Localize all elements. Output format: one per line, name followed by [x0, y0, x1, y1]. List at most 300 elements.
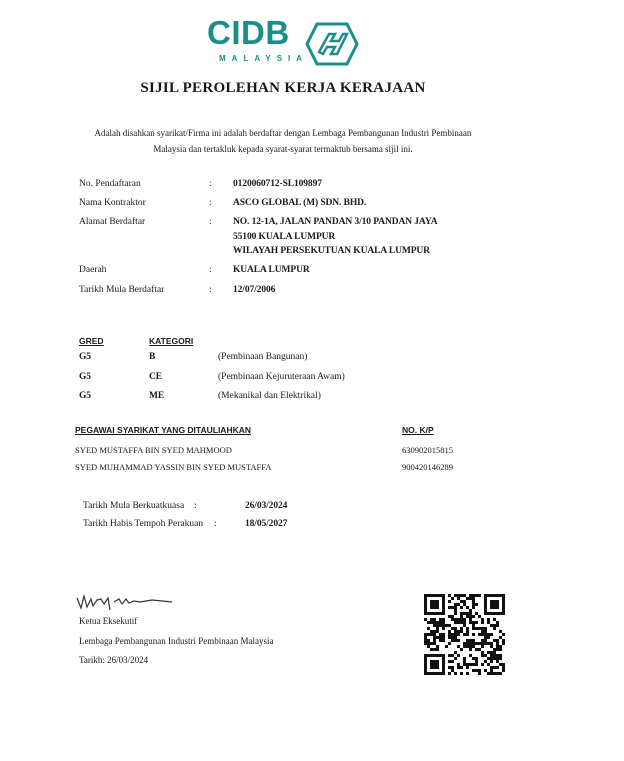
qr-module	[436, 624, 439, 627]
qr-module	[460, 672, 463, 675]
qr-module	[484, 606, 487, 609]
qr-module	[436, 627, 439, 630]
qr-module	[460, 618, 463, 621]
effective-date: 26/03/2024	[245, 501, 288, 511]
qr-module	[433, 618, 436, 621]
qr-module	[502, 597, 505, 600]
qr-module	[478, 615, 481, 618]
qr-module	[460, 612, 463, 615]
qr-module	[502, 594, 505, 597]
intro-line-1: Adalah disahkan syarikat/Firma ini adalah berdaftar dengan Lembaga Pembangunan Industri Pembinaan	[94, 128, 472, 138]
qr-module	[430, 633, 433, 636]
qr-module	[463, 660, 466, 663]
qr-module	[478, 669, 481, 672]
detail-label: Alamat Berdaftar	[79, 217, 146, 227]
qr-module	[472, 597, 475, 600]
validity-colon: :	[194, 501, 197, 511]
qr-module	[448, 624, 451, 627]
qr-module	[472, 669, 475, 672]
qr-module	[481, 642, 484, 645]
qr-module	[493, 648, 496, 651]
qr-module	[499, 663, 502, 666]
qr-module	[424, 612, 427, 615]
qr-module	[454, 633, 457, 636]
qr-module	[499, 648, 502, 651]
qr-module	[457, 621, 460, 624]
qr-module	[430, 666, 433, 669]
qr-module	[499, 672, 502, 675]
qr-module	[424, 663, 427, 666]
detail-colon: :	[209, 285, 212, 295]
qr-module	[430, 603, 433, 606]
qr-module	[442, 669, 445, 672]
qr-module	[499, 636, 502, 639]
qr-module	[469, 597, 472, 600]
qr-module	[493, 624, 496, 627]
detail-colon: :	[209, 198, 212, 208]
qr-module	[436, 648, 439, 651]
qr-module	[481, 654, 484, 657]
qr-module	[433, 654, 436, 657]
qr-module	[475, 621, 478, 624]
qr-module	[430, 648, 433, 651]
qr-module	[424, 666, 427, 669]
qr-module	[460, 606, 463, 609]
qr-module	[433, 630, 436, 633]
qr-module	[466, 615, 469, 618]
qr-module	[436, 666, 439, 669]
qr-module	[436, 630, 439, 633]
qr-module	[490, 642, 493, 645]
qr-module	[442, 654, 445, 657]
qr-module	[436, 636, 439, 639]
signature-image	[74, 590, 184, 612]
qr-module	[442, 609, 445, 612]
qr-module	[430, 618, 433, 621]
qr-module	[451, 633, 454, 636]
qr-module	[457, 645, 460, 648]
qr-module	[466, 597, 469, 600]
qr-module	[451, 597, 454, 600]
qr-module	[481, 663, 484, 666]
qr-module	[472, 633, 475, 636]
qr-module	[424, 606, 427, 609]
qr-module	[493, 666, 496, 669]
qr-module	[478, 642, 481, 645]
qr-module	[502, 639, 505, 642]
qr-module	[451, 669, 454, 672]
qr-module	[496, 642, 499, 645]
qr-module	[466, 645, 469, 648]
qr-module	[493, 639, 496, 642]
qr-module	[436, 654, 439, 657]
detail-label: Daerah	[79, 265, 107, 275]
qr-module	[496, 603, 499, 606]
expiry-date: 18/05/2027	[245, 519, 288, 529]
qr-module	[502, 669, 505, 672]
qr-module	[454, 612, 457, 615]
qr-module	[496, 639, 499, 642]
detail-label: Tarikh Mula Berdaftar	[79, 285, 165, 295]
qr-module	[496, 606, 499, 609]
qr-module	[433, 663, 436, 666]
qr-module	[439, 672, 442, 675]
qr-module	[481, 645, 484, 648]
qr-module	[493, 657, 496, 660]
qr-module	[454, 594, 457, 597]
qr-module	[490, 612, 493, 615]
qr-module	[457, 666, 460, 669]
qr-module	[502, 600, 505, 603]
category: ME	[149, 391, 165, 401]
qr-module	[466, 642, 469, 645]
qr-module	[427, 645, 430, 648]
officer-name: SYED MUHAMMAD YASSIN BIN SYED MUSTAFFA	[75, 462, 272, 472]
qr-module	[478, 648, 481, 651]
qr-module	[430, 663, 433, 666]
qr-module	[493, 600, 496, 603]
qr-module	[478, 627, 481, 630]
qr-module	[484, 654, 487, 657]
qr-module	[433, 636, 436, 639]
qr-module	[472, 603, 475, 606]
qr-module	[484, 600, 487, 603]
qr-module	[484, 639, 487, 642]
qr-module	[451, 627, 454, 630]
qr-module	[442, 657, 445, 660]
qr-module	[472, 657, 475, 660]
qr-module	[469, 654, 472, 657]
qr-module	[487, 642, 490, 645]
qr-module	[481, 621, 484, 624]
qr-module	[484, 594, 487, 597]
detail-colon: :	[209, 265, 212, 275]
qr-module	[475, 627, 478, 630]
qr-module	[496, 645, 499, 648]
qr-module	[439, 594, 442, 597]
qr-module	[487, 636, 490, 639]
qr-module	[439, 621, 442, 624]
qr-module	[472, 627, 475, 630]
qr-module	[475, 648, 478, 651]
qr-module	[472, 645, 475, 648]
qr-code[interactable]	[424, 594, 505, 675]
qr-module	[490, 603, 493, 606]
qr-module	[442, 636, 445, 639]
qr-module	[451, 615, 454, 618]
qr-module	[469, 609, 472, 612]
qr-module	[448, 633, 451, 636]
qr-module	[424, 654, 427, 657]
qr-module	[475, 594, 478, 597]
qr-module	[424, 642, 427, 645]
qr-module	[493, 672, 496, 675]
certificate-title: SIJIL PEROLEHAN KERJA KERAJAAN	[140, 80, 426, 96]
qr-module	[487, 633, 490, 636]
qr-module	[475, 669, 478, 672]
qr-module	[451, 606, 454, 609]
qr-module	[424, 609, 427, 612]
qr-module	[490, 594, 493, 597]
qr-module	[466, 639, 469, 642]
qr-module	[475, 663, 478, 666]
qr-module	[472, 624, 475, 627]
qr-module	[484, 609, 487, 612]
qr-module	[496, 672, 499, 675]
qr-module	[460, 594, 463, 597]
qr-module	[436, 603, 439, 606]
qr-module	[454, 630, 457, 633]
qr-module	[442, 612, 445, 615]
qr-module	[490, 654, 493, 657]
qr-module	[502, 633, 505, 636]
qr-module	[427, 639, 430, 642]
qr-module	[448, 642, 451, 645]
category-desc: (Pembinaan Bangunan)	[218, 352, 308, 362]
qr-module	[454, 609, 457, 612]
qr-module	[442, 621, 445, 624]
qr-module	[490, 660, 493, 663]
qr-module	[439, 624, 442, 627]
qr-module	[448, 636, 451, 639]
qr-module	[496, 666, 499, 669]
qr-module	[463, 642, 466, 645]
qr-module	[448, 594, 451, 597]
qr-module	[460, 600, 463, 603]
qr-module	[430, 612, 433, 615]
qr-module	[424, 636, 427, 639]
qr-module	[436, 672, 439, 675]
qr-module	[472, 600, 475, 603]
detail-colon: :	[209, 179, 212, 189]
category-header: KATEGORI	[149, 336, 194, 346]
qr-module	[433, 660, 436, 663]
contractor-name: ASCO GLOBAL (M) SDN. BHD.	[233, 198, 367, 208]
grade: G5	[79, 391, 91, 401]
qr-module	[454, 627, 457, 630]
qr-module	[433, 621, 436, 624]
qr-module	[451, 660, 454, 663]
qr-module	[442, 633, 445, 636]
qr-module	[457, 603, 460, 606]
category: CE	[149, 372, 162, 382]
qr-module	[487, 612, 490, 615]
qr-module	[442, 594, 445, 597]
qr-module	[451, 666, 454, 669]
qr-module	[502, 612, 505, 615]
qr-module	[448, 672, 451, 675]
validity-colon: :	[214, 519, 217, 529]
qr-module	[436, 645, 439, 648]
qr-module	[502, 609, 505, 612]
qr-module	[436, 612, 439, 615]
qr-module	[454, 618, 457, 621]
qr-module	[433, 639, 436, 642]
qr-module	[430, 606, 433, 609]
qr-module	[484, 636, 487, 639]
qr-module	[436, 621, 439, 624]
qr-module	[472, 639, 475, 642]
qr-module	[496, 654, 499, 657]
officer-ic: 900420146289	[402, 462, 453, 472]
qr-module	[475, 612, 478, 615]
cidb-logo	[207, 14, 362, 70]
qr-module	[490, 657, 493, 660]
qr-module	[484, 630, 487, 633]
qr-module	[487, 663, 490, 666]
qr-module	[439, 636, 442, 639]
qr-module	[490, 633, 493, 636]
qr-module	[472, 615, 475, 618]
qr-module	[499, 612, 502, 615]
category: B	[149, 352, 156, 362]
signature-date: Tarikh: 26/03/2024	[79, 655, 149, 665]
district: KUALA LUMPUR	[233, 265, 310, 275]
qr-module	[433, 603, 436, 606]
qr-module	[451, 636, 454, 639]
qr-module	[442, 600, 445, 603]
qr-module	[484, 612, 487, 615]
qr-module	[430, 600, 433, 603]
qr-module	[454, 672, 457, 675]
qr-module	[493, 603, 496, 606]
qr-module	[502, 666, 505, 669]
qr-module	[433, 672, 436, 675]
qr-module	[436, 606, 439, 609]
qr-module	[496, 660, 499, 663]
qr-module	[457, 654, 460, 657]
qr-module	[484, 660, 487, 663]
qr-module	[436, 594, 439, 597]
officers-header: PEGAWAI SYARIKAT YANG DITAULIAHKAN	[75, 425, 252, 435]
qr-module	[430, 630, 433, 633]
qr-module	[451, 654, 454, 657]
qr-module	[502, 642, 505, 645]
qr-module	[481, 618, 484, 621]
qr-module	[427, 654, 430, 657]
qr-module	[481, 651, 484, 654]
qr-module	[487, 672, 490, 675]
category-desc: (Mekanikal dan Elektrikal)	[218, 391, 321, 401]
qr-module	[469, 621, 472, 624]
qr-module	[436, 600, 439, 603]
qr-module	[484, 597, 487, 600]
qr-module	[460, 627, 463, 630]
qr-module	[448, 600, 451, 603]
signatory-position: Ketua Eksekutif	[79, 616, 138, 626]
qr-module	[487, 657, 490, 660]
qr-module	[499, 654, 502, 657]
qr-module	[496, 612, 499, 615]
logo-name: CIDB	[207, 14, 290, 51]
qr-module	[496, 621, 499, 624]
qr-module	[490, 606, 493, 609]
address-line-2: 55100 KUALA LUMPUR	[233, 232, 336, 242]
qr-module	[490, 645, 493, 648]
qr-module	[493, 651, 496, 654]
qr-module	[484, 633, 487, 636]
qr-module	[496, 600, 499, 603]
qr-module	[478, 672, 481, 675]
qr-module	[496, 624, 499, 627]
qr-module	[481, 639, 484, 642]
qr-module	[424, 633, 427, 636]
qr-module	[433, 612, 436, 615]
qr-module	[463, 618, 466, 621]
validity-label: Tarikh Habis Tempoh Perakuan	[83, 519, 204, 529]
qr-module	[463, 663, 466, 666]
qr-module	[463, 621, 466, 624]
logo-hexagon-icon	[303, 22, 359, 66]
qr-module	[427, 594, 430, 597]
grade-header: GRED	[79, 336, 104, 346]
qr-module	[493, 594, 496, 597]
qr-module	[502, 663, 505, 666]
grade: G5	[79, 352, 91, 362]
qr-module	[478, 594, 481, 597]
qr-module	[433, 600, 436, 603]
qr-module	[442, 639, 445, 642]
detail-label: No. Pendaftaran	[79, 179, 141, 189]
qr-module	[460, 621, 463, 624]
validity-label: Tarikh Mula Berkuatkuasa	[83, 501, 185, 511]
qr-module	[445, 624, 448, 627]
qr-module	[424, 618, 427, 621]
qr-module	[427, 633, 430, 636]
qr-module	[466, 666, 469, 669]
ic-header: NO. K/P	[402, 425, 434, 435]
qr-module	[472, 642, 475, 645]
qr-module	[442, 666, 445, 669]
qr-module	[442, 603, 445, 606]
address-line-1: NO. 12-1A, JALAN PANDAN 3/10 PANDAN JAYA	[233, 217, 438, 227]
qr-module	[502, 606, 505, 609]
qr-module	[487, 618, 490, 621]
intro-line-2: Malaysia dan tertakluk kepada syarat-syarat termaktub bersama sijil ini.	[153, 144, 413, 154]
qr-module	[424, 669, 427, 672]
qr-module	[493, 627, 496, 630]
qr-module	[499, 594, 502, 597]
qr-module	[466, 606, 469, 609]
logo-subtitle: MALAYSIA	[219, 54, 309, 63]
qr-module	[484, 642, 487, 645]
qr-module	[499, 657, 502, 660]
qr-module	[424, 594, 427, 597]
detail-label: Nama Kontraktor	[79, 198, 146, 208]
qr-module	[490, 669, 493, 672]
qr-module	[430, 660, 433, 663]
qr-module	[490, 666, 493, 669]
qr-module	[466, 672, 469, 675]
qr-module	[475, 642, 478, 645]
qr-module	[487, 594, 490, 597]
qr-module	[424, 657, 427, 660]
qr-module	[436, 660, 439, 663]
qr-module	[466, 630, 469, 633]
qr-module	[454, 657, 457, 660]
qr-module	[496, 594, 499, 597]
qr-module	[439, 639, 442, 642]
qr-module	[436, 663, 439, 666]
qr-module	[442, 606, 445, 609]
qr-module	[469, 645, 472, 648]
qr-module	[457, 594, 460, 597]
qr-module	[457, 663, 460, 666]
qr-module	[457, 639, 460, 642]
qr-module	[493, 612, 496, 615]
qr-module	[463, 633, 466, 636]
qr-module	[454, 636, 457, 639]
